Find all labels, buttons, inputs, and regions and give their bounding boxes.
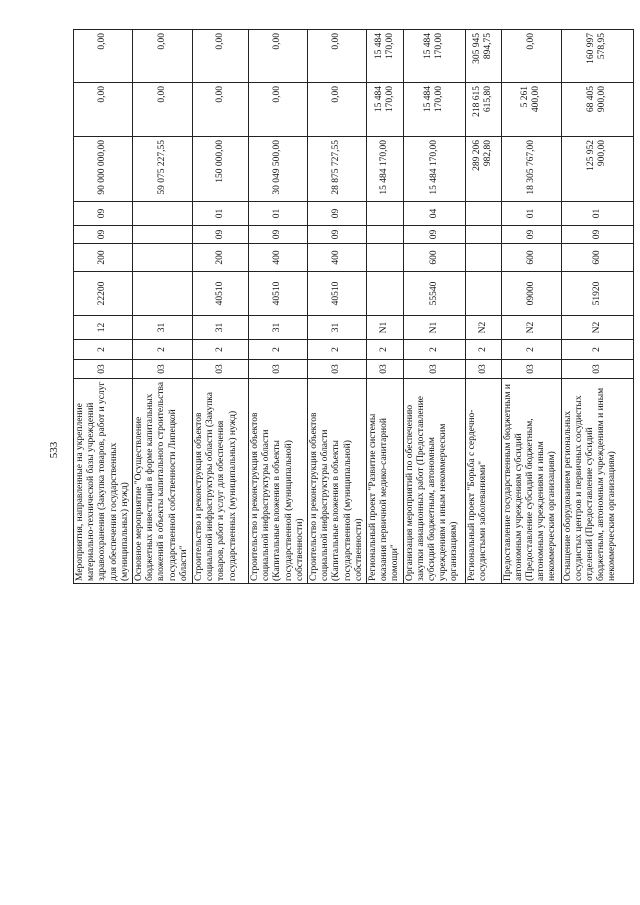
cell-amount: 0,00: [133, 30, 193, 83]
cell-code: 01: [561, 202, 633, 226]
rotated-table-area: [73, 33, 618, 584]
cell-amount: 15 484 170,00: [367, 30, 404, 83]
cell-code: [133, 244, 193, 272]
cell-amount: 15 484 170,00: [403, 137, 465, 202]
cell-code: [465, 202, 501, 226]
cell-code: N1: [367, 316, 404, 340]
cell-amount: 15 484 170,00: [367, 137, 404, 202]
cell-name: Основное мероприятие "Осуществление бюджетных инвестиций в форме капитальных вложений в объекты капитального строительства государственной собственности Липецкой области": [133, 379, 193, 584]
cell-amount: 0,00: [308, 83, 367, 137]
cell-code: 2: [465, 340, 501, 360]
cell-code: 09000: [501, 272, 561, 316]
table-body: [74, 30, 634, 584]
cell-code: 51920: [561, 272, 633, 316]
cell-amount: 5 261 400,00: [501, 83, 561, 137]
cell-code: [367, 244, 404, 272]
cell-code: 01: [501, 202, 561, 226]
cell-amount: 305 945 894,75: [465, 30, 501, 83]
table-row: [308, 30, 367, 584]
cell-code: 01: [249, 202, 308, 226]
cell-code: 600: [561, 244, 633, 272]
cell-amount: 28 875 727,55: [308, 137, 367, 202]
cell-code: 200: [193, 244, 249, 272]
cell-code: 31: [249, 316, 308, 340]
cell-amount: 59 075 227,55: [133, 137, 193, 202]
cell-code: 09: [308, 226, 367, 244]
cell-amount: 0,00: [74, 30, 133, 83]
cell-code: 03: [249, 360, 308, 379]
cell-code: 09: [403, 226, 465, 244]
cell-name: Строительство и реконструкция объектов социальной инфраструктуры области (Капитальные вложения в объекты государственной (муниципальной) собственности): [308, 379, 367, 584]
cell-amount: 0,00: [193, 83, 249, 137]
cell-code: 03: [193, 360, 249, 379]
cell-code: [133, 202, 193, 226]
cell-code: 04: [403, 202, 465, 226]
cell-code: [367, 272, 404, 316]
cell-amount: 15 484 170,00: [403, 83, 465, 137]
cell-code: 03: [501, 360, 561, 379]
cell-code: [465, 272, 501, 316]
cell-amount: 150 000,00: [193, 137, 249, 202]
cell-name: Региональный проект "Борьба с сердечно-сосудистыми заболеваниями": [465, 379, 501, 584]
cell-amount: 68 405 900,00: [561, 83, 633, 137]
cell-code: 03: [308, 360, 367, 379]
cell-code: 09: [501, 226, 561, 244]
cell-amount: 218 615 615,80: [465, 83, 501, 137]
cell-code: 03: [561, 360, 633, 379]
cell-amount: 289 206 982,80: [465, 137, 501, 202]
cell-code: 22200: [74, 272, 133, 316]
cell-amount: 0,00: [193, 30, 249, 83]
cell-amount: 0,00: [133, 83, 193, 137]
cell-code: 40510: [308, 272, 367, 316]
table-row: [403, 30, 465, 584]
table-row: [249, 30, 308, 584]
cell-code: 03: [367, 360, 404, 379]
cell-code: 400: [308, 244, 367, 272]
cell-code: N2: [501, 316, 561, 340]
cell-amount: 0,00: [501, 30, 561, 83]
table-row: [465, 30, 501, 584]
cell-amount: 0,00: [249, 30, 308, 83]
table-row: [501, 30, 561, 584]
cell-code: 31: [133, 316, 193, 340]
cell-amount: 15 484 170,00: [403, 30, 465, 83]
cell-code: [367, 202, 404, 226]
cell-code: 2: [561, 340, 633, 360]
cell-code: 2: [249, 340, 308, 360]
cell-amount: 90 000 000,00: [74, 137, 133, 202]
cell-code: [465, 226, 501, 244]
cell-code: 12: [74, 316, 133, 340]
cell-name: Мероприятия, направленные на укрепление материально-технической базы учреждений здравоохранения (Закупка товаров, работ и услуг для обеспечения государственных (муниципальных) нужд): [74, 379, 133, 584]
cell-amount: 160 997 578,95: [561, 30, 633, 83]
cell-amount: 0,00: [308, 30, 367, 83]
cell-code: 09: [74, 226, 133, 244]
cell-name: Строительство и реконструкция объектов социальной инфраструктуры области (Закупка товаров, работ и услуг для обеспечения государственных (муниципальных) нужд): [193, 379, 249, 584]
cell-code: 400: [249, 244, 308, 272]
cell-code: 03: [403, 360, 465, 379]
cell-code: 31: [308, 316, 367, 340]
cell-code: [133, 272, 193, 316]
cell-code: 03: [74, 360, 133, 379]
cell-amount: 125 952 900,00: [561, 137, 633, 202]
cell-code: 40510: [193, 272, 249, 316]
cell-code: 2: [367, 340, 404, 360]
cell-code: 09: [249, 226, 308, 244]
cell-code: [367, 226, 404, 244]
cell-name: Оснащение оборудованием региональных сосудистых центров и первичных сосудистых отделений (Предоставление субсидий бюджетным, автономным учреждениям и иным некоммерческим организациям): [561, 379, 633, 584]
cell-code: 03: [133, 360, 193, 379]
cell-name: Предоставление государственным бюджетным и автономным учреждениям субсидий (Предоставление субсидий бюджетным, автономным учреждениям и иным некоммерческим организациям): [501, 379, 561, 584]
cell-code: 03: [465, 360, 501, 379]
cell-name: Строительство и реконструкция объектов социальной инфраструктуры области (Капитальные вложения в объекты государственной (муниципальной) собственности): [249, 379, 308, 584]
cell-code: [133, 226, 193, 244]
cell-code: 2: [133, 340, 193, 360]
cell-code: 55540: [403, 272, 465, 316]
cell-code: 09: [308, 202, 367, 226]
cell-code: 2: [403, 340, 465, 360]
cell-code: 200: [74, 244, 133, 272]
cell-name: Региональный проект "Развитие системы оказания первичной медико-санитарной помощи": [367, 379, 404, 584]
cell-amount: 18 305 767,00: [501, 137, 561, 202]
cell-code: 01: [193, 202, 249, 226]
cell-amount: 0,00: [249, 83, 308, 137]
cell-code: 40510: [249, 272, 308, 316]
table-row: [133, 30, 193, 584]
table-row: [561, 30, 633, 584]
cell-code: N1: [403, 316, 465, 340]
cell-code: 09: [561, 226, 633, 244]
cell-code: 600: [403, 244, 465, 272]
table-row: [193, 30, 249, 584]
cell-code: 2: [501, 340, 561, 360]
cell-amount: 30 049 500,00: [249, 137, 308, 202]
cell-code: 31: [193, 316, 249, 340]
page-number: 533: [48, 441, 60, 459]
cell-code: [465, 244, 501, 272]
cell-code: 2: [193, 340, 249, 360]
budget-table: [73, 29, 634, 584]
cell-code: 600: [501, 244, 561, 272]
cell-code: 09: [74, 202, 133, 226]
table-row: [367, 30, 404, 584]
cell-code: 2: [308, 340, 367, 360]
cell-name: Организация мероприятий по обеспечению закупки авиационных работ (Предоставление субсидий бюджетным, автономным учреждениям и иным некоммерческим организациям): [403, 379, 465, 584]
table-row: [74, 30, 133, 584]
cell-amount: 0,00: [74, 83, 133, 137]
cell-amount: 15 484 170,00: [367, 83, 404, 137]
cell-code: 2: [74, 340, 133, 360]
cell-code: N2: [465, 316, 501, 340]
cell-code: 09: [193, 226, 249, 244]
cell-code: N2: [561, 316, 633, 340]
